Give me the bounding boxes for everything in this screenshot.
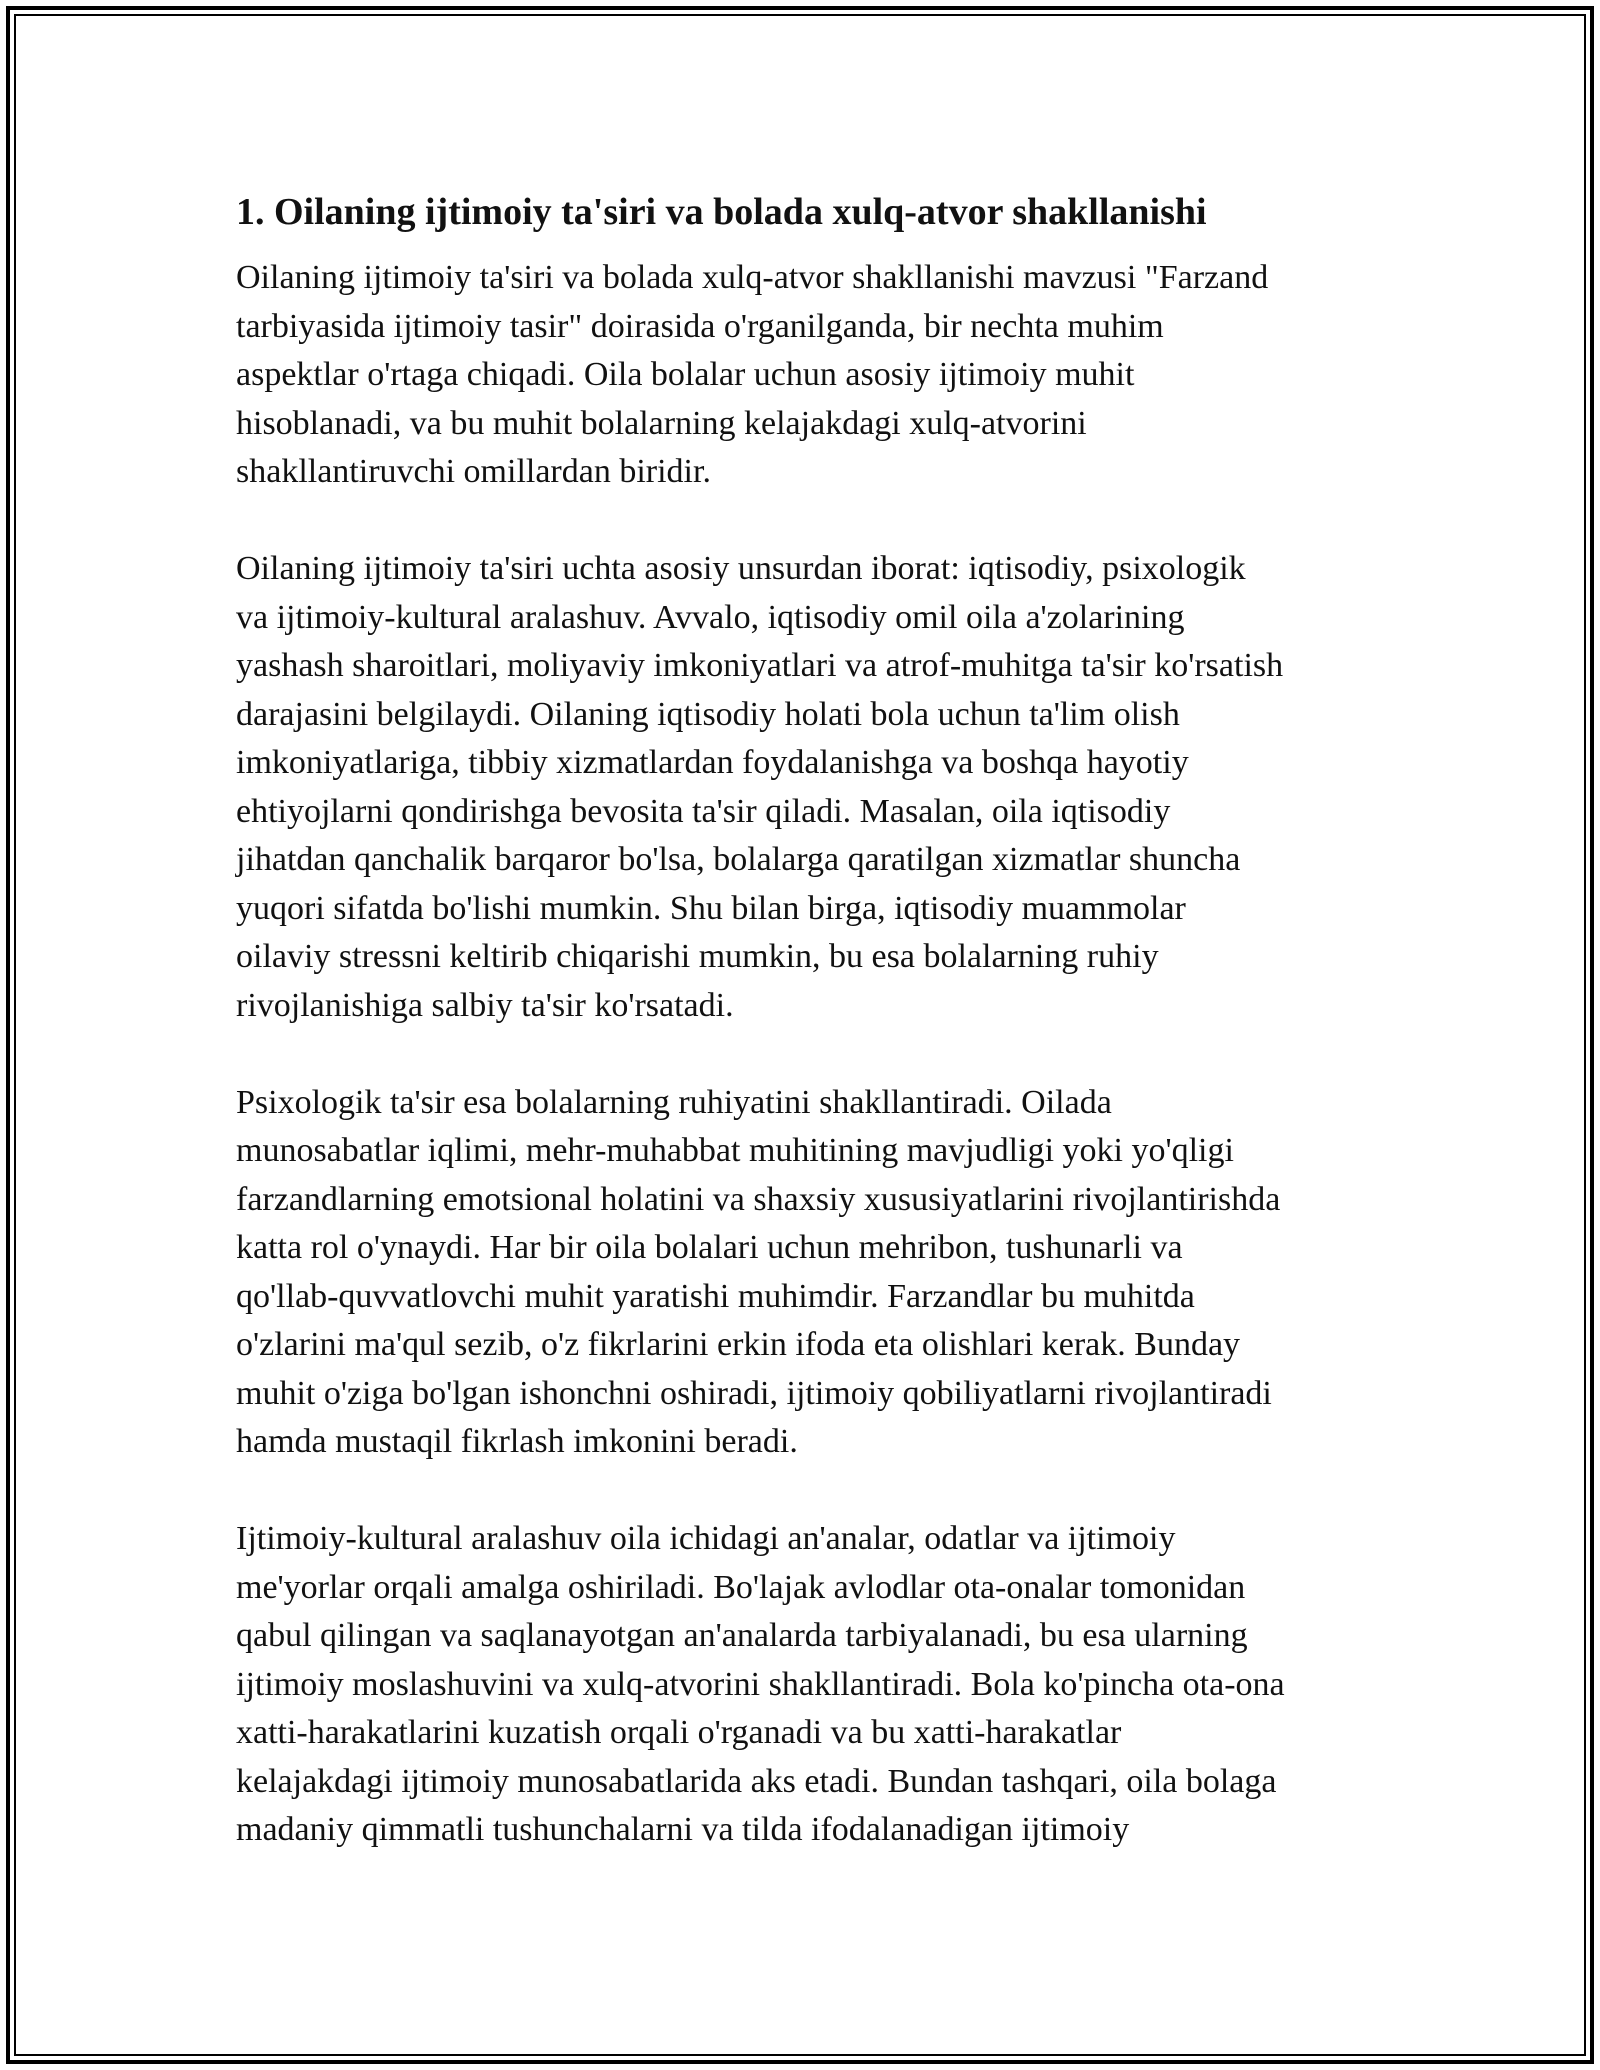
- paragraph-4: Ijtimoiy-kultural aralashuv oila ichidagi an'analar, odatlar va ijtimoiy me'yorlar orqali amalga oshiriladi. Bo'lajak avlodlar ota-onalar tomonidan qabul qilingan va saqlanayotgan an'analarda tarbiyalanadi, bu esa ularning ijtimoiy moslashuvini va xulq-atvorini shakllantiradi. Bola ko'pincha ota-ona xatti-harakatlarini kuzatish orqali o'rganadi va bu xatti-harakatlar kelajakdagi ijtimoiy munosabatlarida aks etadi. Bundan tashqari, oila bolaga madaniy qimmatli tushunchalarni va tilda ifodalanadigan ijtimoiy: [236, 1520, 1285, 1848]
- paragraph-3: Psixologik ta'sir esa bolalarning ruhiyatini shakllantiradi. Oilada munosabatlar iqlimi, mehr-muhabbat muhitining mavjudligi yoki yo'qligi farzandlarning emotsional holatini va shaxsiy xususiyatlarini rivojlantirishda katta rol o'ynaydi. Har bir oila bolalari uchun mehribon, tushunarli va qo'llab-quvvatlovchi muhit yaratishi muhimdir. Farzandlar bu muhitda o'zlarini ma'qul sezib, o'z fikrlarini erkin ifoda eta olishlari kerak. Bunday muhit o'ziga bo'lgan ishonchni oshiradi, ijtimoiy qobiliyatlarni rivojlantiradi hamda mustaqil fikrlash imkonini beradi.: [236, 1083, 1281, 1460]
- paragraph-1: Oilaning ijtimoiy ta'siri va bolada xulq-atvor shakllanishi mavzusi "Farzand tarbiyasida ijtimoiy tasir" doirasida o'rganilganda, bir nechta muhim aspektlar o'rtaga chiqadi. Oila bolalar uchun asosiy ijtimoiy muhit hisoblanadi, va bu muhit bolalarning kelajakdagi xulq-atvorini shakllantiruvchi omillardan biridir.: [236, 259, 1269, 490]
- paragraph-2: Oilaning ijtimoiy ta'siri uchta asosiy unsurdan iborat: iqtisodiy, psixologik va ijtimoiy-kultural aralashuv. Avvalo, iqtisodiy omil oila a'zolarining yashash sharoitlari, moliyaviy imkoniyatlari va atrof-muhitga ta'sir ko'rsatish darajasini belgilaydi. Oilaning iqtisodiy holati bola uchun ta'lim olish imkoniyatlariga, tibbiy xizmatlardan foydalanishga va boshqa hayotiy ehtiyojlarni qondirishga bevosita ta'sir qiladi. Masalan, oila iqtisodiy jihatdan qanchalik barqaror bo'lsa, bolalarga qaratilgan xizmatlar shuncha yuqori sifatda bo'lishi mumkin. Shu bilan birga, iqtisodiy muammolar oilaviy stressni keltirib chiqarishi mumkin, bu esa bolalarning ruhiy rivojlanishiga salbiy ta'sir ko'rsatadi.: [236, 550, 1284, 1024]
- document-body: [236, 186, 1386, 1855]
- section-heading: 1. Oilaning ijtimoiy ta'siri va bolada xulq-atvor shakllanishi: [236, 191, 1207, 233]
